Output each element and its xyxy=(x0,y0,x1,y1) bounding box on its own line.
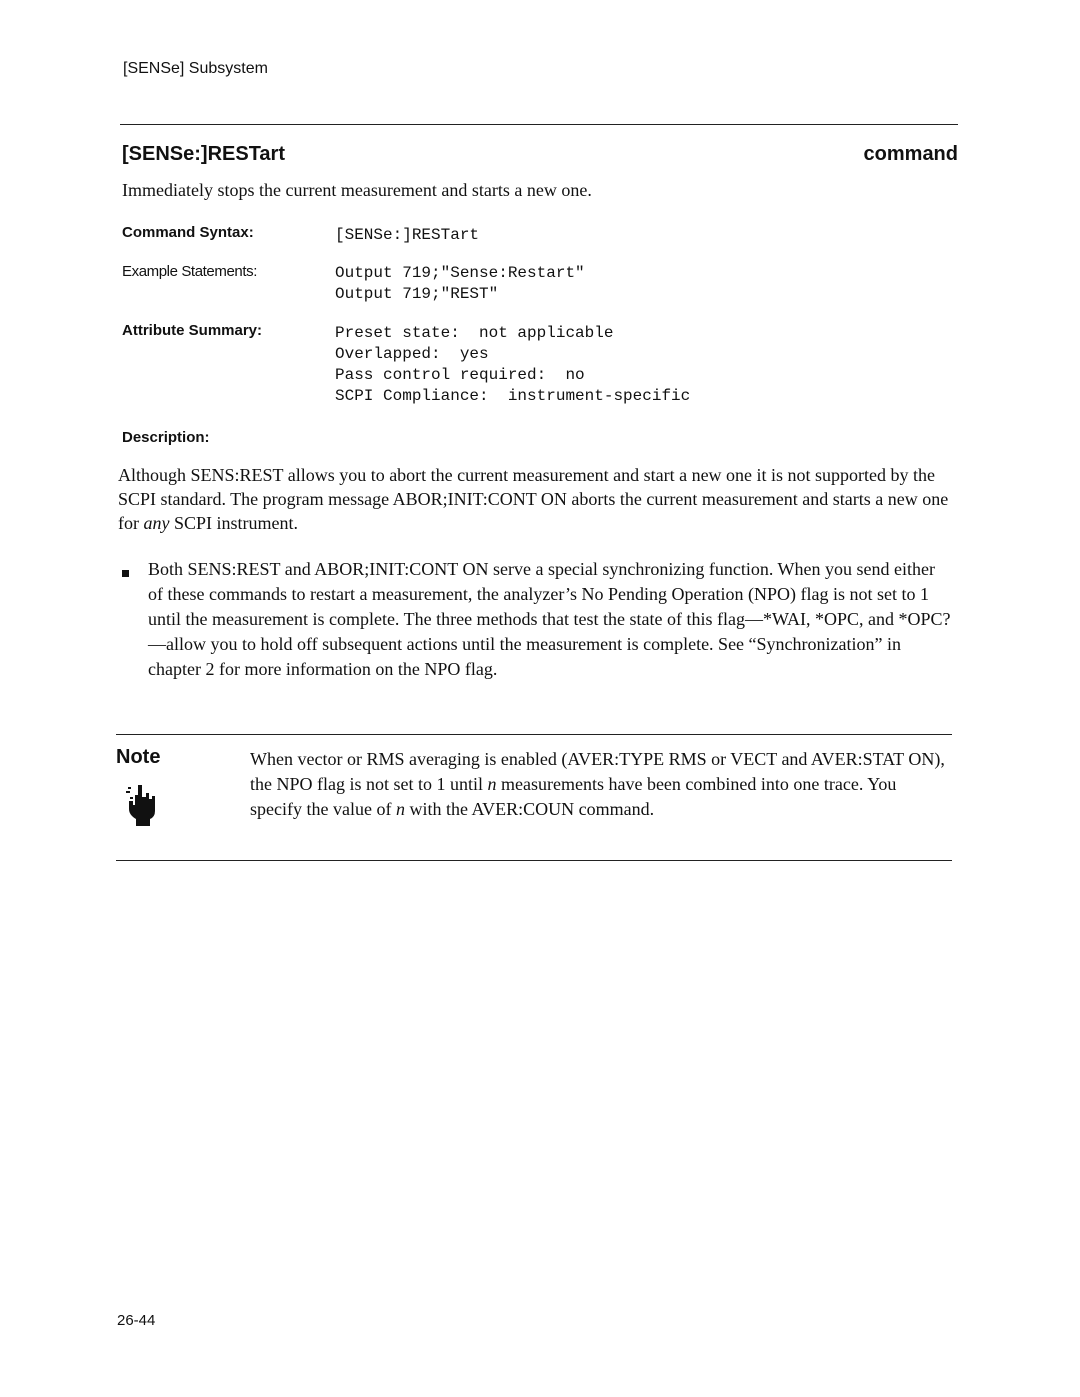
example-line: Output 719;"Sense:Restart" xyxy=(335,264,585,282)
command-title: [SENSe:]RESTart xyxy=(122,143,285,165)
note-text-part: When vector or RMS averaging is enabled (AVER:TYPE RMS or VECT and AVER:STAT ON), the NPO flag is not set to 1 until xyxy=(250,749,945,794)
note-text xyxy=(250,747,950,822)
attribute-line: Overlapped: yes xyxy=(335,345,489,363)
description-text: Although SENS:REST allows you to abort the current measurement and start a new one it is not supported by the SCPI standard. The program message ABOR;INIT:CONT ON aborts the current measurement and starts a new one for xyxy=(118,465,949,533)
syntax-label: Command Syntax: xyxy=(122,224,254,241)
note-bottom-rule xyxy=(116,860,952,861)
page-number: 26-44 xyxy=(117,1312,156,1329)
note-label: Note xyxy=(116,746,161,768)
bullet-marker xyxy=(122,570,129,577)
syntax-value: [SENSe:]RESTart xyxy=(335,226,480,244)
attribute-line: Preset state: not applicable xyxy=(335,324,614,342)
attribute-line: Pass control required: no xyxy=(335,366,585,384)
running-head: [SENSe] Subsystem xyxy=(123,60,268,77)
command-type: command xyxy=(863,143,958,165)
description-paragraph xyxy=(118,463,953,535)
note-text-part: measurements have been combined into one trace. You specify the value of xyxy=(250,774,897,819)
command-summary: Immediately stops the current measurement and starts a new one. xyxy=(122,180,592,200)
note-emphasis: n xyxy=(487,774,497,794)
description-text-end: SCPI instrument. xyxy=(169,513,299,533)
note-emphasis: n xyxy=(395,799,405,819)
example-line: Output 719;"REST" xyxy=(335,285,499,303)
description-label: Description: xyxy=(122,429,210,446)
attributes-label: Attribute Summary: xyxy=(122,322,263,339)
examples-label: Example Statements: xyxy=(122,263,257,280)
note-text-part: with the AVER:COUN command. xyxy=(404,799,655,819)
bullet-paragraph: Both SENS:REST and ABOR;INIT:CONT ON serve a special synchronizing function. When you send either of these commands to restart a measurement, the analyzer’s No Pending Operation (NPO) flag is not set to 1 until the measurement is complete. The three methods that test the state of this flag—*WAI, *OPC, and *OPC?—allow you to hold off subsequent actions until the measurement is complete. See “Synchronization” in chapter 2 for more information on the NPO flag. xyxy=(148,559,951,679)
note-top-rule xyxy=(116,734,952,735)
top-rule xyxy=(120,124,958,125)
pointing-hand-icon xyxy=(124,783,158,827)
attribute-line: SCPI Compliance: instrument-specific xyxy=(335,387,691,405)
description-emphasis: any xyxy=(143,513,170,533)
